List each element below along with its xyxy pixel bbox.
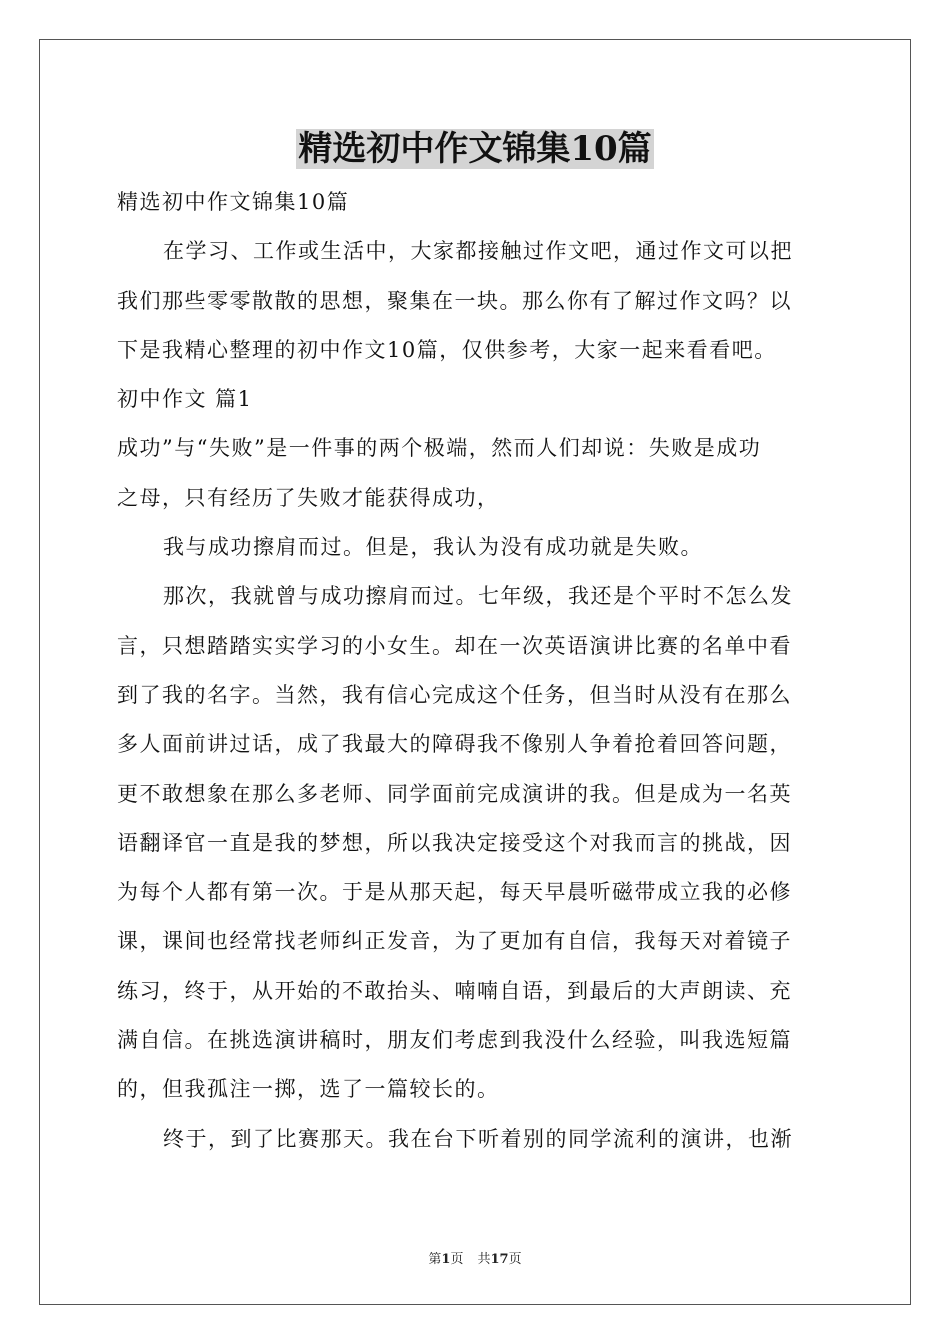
intro-paragraph-line-1: 在学习、工作或生活中，大家都接触过作文吧，通过作文可以把 <box>163 239 793 264</box>
essay-line: 为每个人都有第一次。于是从那天起，每天早晨听磁带成立我的必修 <box>117 880 792 905</box>
essay-line: 练习，终于，从开始的不敢抬头、喃喃自语，到最后的大声朗读、充 <box>117 978 792 1003</box>
essay-line: 语翻译官一直是我的梦想，所以我决定接受这个对我而言的挑战，因 <box>117 830 792 855</box>
intro-paragraph-line-2: 我们那些零零散散的思想，聚集在一块。那么你有了解过作文吗？以 <box>117 288 792 313</box>
document-title-text: 精选初中作文锦集10篇 <box>298 129 652 169</box>
page-number: 1 <box>441 1252 451 1267</box>
essay-line: 终于，到了比赛那天。我在台下听着别的同学流利的演讲，也渐 <box>163 1126 793 1151</box>
essay-line: 课，课间也经常找老师纠正发音，为了更加有自信，我每天对着镜子 <box>117 929 792 954</box>
page-prefix: 第 <box>428 1252 442 1267</box>
essay-line: 我与成功擦肩而过。但是，我认为没有成功就是失败。 <box>163 535 703 560</box>
essay-line: 之母，只有经历了失败才能获得成功， <box>117 485 500 510</box>
total-prefix: 共 <box>477 1252 491 1267</box>
subtitle-line: 精选初中作文锦集10篇 <box>117 190 350 214</box>
essay-line: 那次，我就曾与成功擦肩而过。七年级，我还是个平时不怎么发 <box>163 584 793 609</box>
document-body <box>117 178 837 1164</box>
document-title <box>0 126 950 172</box>
essay-line: 成功”与“失败”是一件事的两个极端，然而人们却说：失败是成功 <box>117 436 762 461</box>
essay-line: 的，但我孤注一掷，选了一篇较长的。 <box>117 1077 500 1102</box>
total-pages: 17 <box>490 1252 509 1267</box>
essay-line: 满自信。在挑选演讲稿时，朋友们考虑到我没什么经验，叫我选短篇 <box>117 1028 792 1053</box>
section-heading: 初中作文 篇1 <box>117 387 253 412</box>
intro-paragraph-line-3: 下是我精心整理的初中作文10篇，仅供参考，大家一起来看看吧。 <box>117 337 777 362</box>
essay-line: 更不敢想象在那么多老师、同学面前完成演讲的我。但是成为一名英 <box>117 781 792 806</box>
page-footer <box>0 1251 950 1269</box>
essay-line: 多人面前讲过话，成了我最大的障碍我不像别人争着抢着回答问题， <box>117 732 792 757</box>
essay-line: 到了我的名字。当然，我有信心完成这个任务，但当时从没有在那么 <box>117 682 792 707</box>
page-suffix: 页 <box>450 1252 464 1267</box>
total-suffix: 页 <box>508 1252 522 1267</box>
essay-line: 言，只想踏踏实实学习的小女生。却在一次英语演讲比赛的名单中看 <box>117 633 792 658</box>
